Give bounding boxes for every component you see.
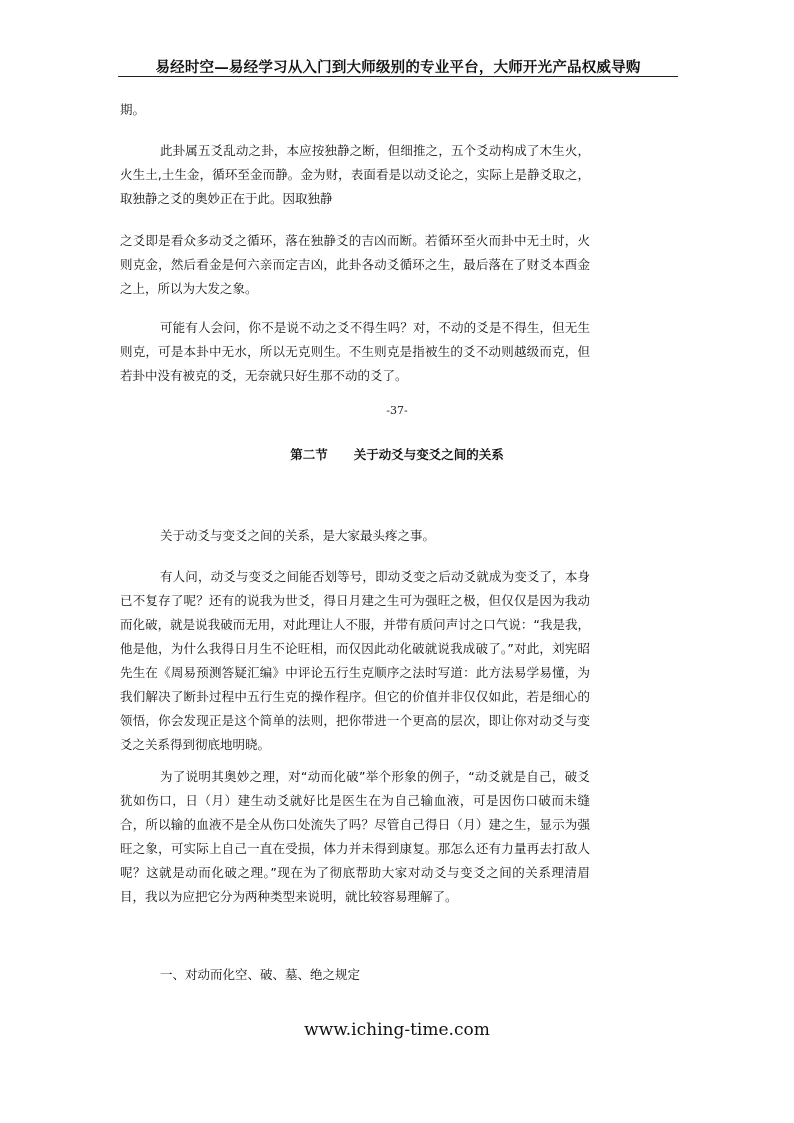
paragraph-question-not-moving: 可能有人会问，你不是说不动之爻不得生吗？对，不动的爻是不得生，但无生则克，可是本卦中无水，所以无克则生。不生则克是指被生的爻不动则越级而克，但若卦中没有被克的爻，无奈就只好生那不动的爻了。 (120, 320, 590, 383)
paragraph-continuation: 期。 (120, 102, 146, 117)
paragraph-section-intro: 关于动爻与变爻之间的关系，是大家最头疼之事。 (160, 528, 436, 543)
paragraph-static-line-cycle: 之爻即是看众多动爻之循环，落在独静爻的吉凶而断。若循环至火而卦中无土时，火则克金，然后看金是何六亲而定吉凶，此卦各动爻循环之生，最后落在了财爻本酉金之上，所以为大发之象。 (120, 233, 590, 296)
paragraph-wound-example: 为了说明其奥妙之理，对“动而化破”举个形象的例子，“动爻就是自己，破爻犹如伤口，日（月）建生动爻就好比是医生在为自己输血液，可是因伤口破而未缝合，所以输的血液不是全从伤口处流失了吗？尽管自己得日（月）建之生，显示为强旺之象，可实际上自己一直在受损，体力并未得到康复。那怎么还有力量再去打敌人呢？这就是动而化破之理。”现在为了彻底帮助大家对动爻与变爻之间的关系理清眉目，我以为应把它分为两种类型来说明，就比较容易理解了。 (120, 769, 590, 904)
subsection-heading: 一、对动而化空、破、墓、绝之规定 (160, 967, 361, 982)
page-number: -37- (386, 404, 408, 417)
page-header-title: 易经时空—易经学习从入门到大师级别的专业平台，大师开光产品权威导购 (155, 59, 641, 76)
footer-website-url[interactable]: www.iching-time.com (304, 1020, 490, 1040)
section-title: 第二节 关于动爻与变爻之间的关系 (290, 447, 504, 462)
paragraph-question-equal: 有人问，动爻与变爻之间能否划等号，即动爻变之后动爻就成为变爻了，本身已不复存了呢？还有的说我为世爻，得日月建之生可为强旺之极，但仅仅是因为我动而化破，就是说我破而无用，对此理让人不服，并带有质问声讨之口气说：“我是我，他是他，为什么我得日月生不论旺相，而仅因此动化破就说我成破了。”对此，刘宪昭先生在《周易预测答疑汇编》中评论五行生克顺序之法时写道：此方法易学易懂，为我们解决了断卦过程中五行生克的操作程序。但它的价值并非仅仅如此，若是细心的领悟，你会发现正是这个简单的法则，把你带进一个更高的层次，即让你对动爻与变爻之关系得到彻底地明晓。 (120, 569, 590, 752)
header-divider (118, 76, 678, 77)
paragraph-five-lines-analysis: 此卦属五爻乱动之卦，本应按独静之断，但细推之，五个爻动构成了木生火，火生土,土生金，循环至金而静。金为财，表面看是以动爻论之，实际上是静爻取之，取独静之爻的奥妙正在于此。因取独静 (120, 143, 590, 206)
